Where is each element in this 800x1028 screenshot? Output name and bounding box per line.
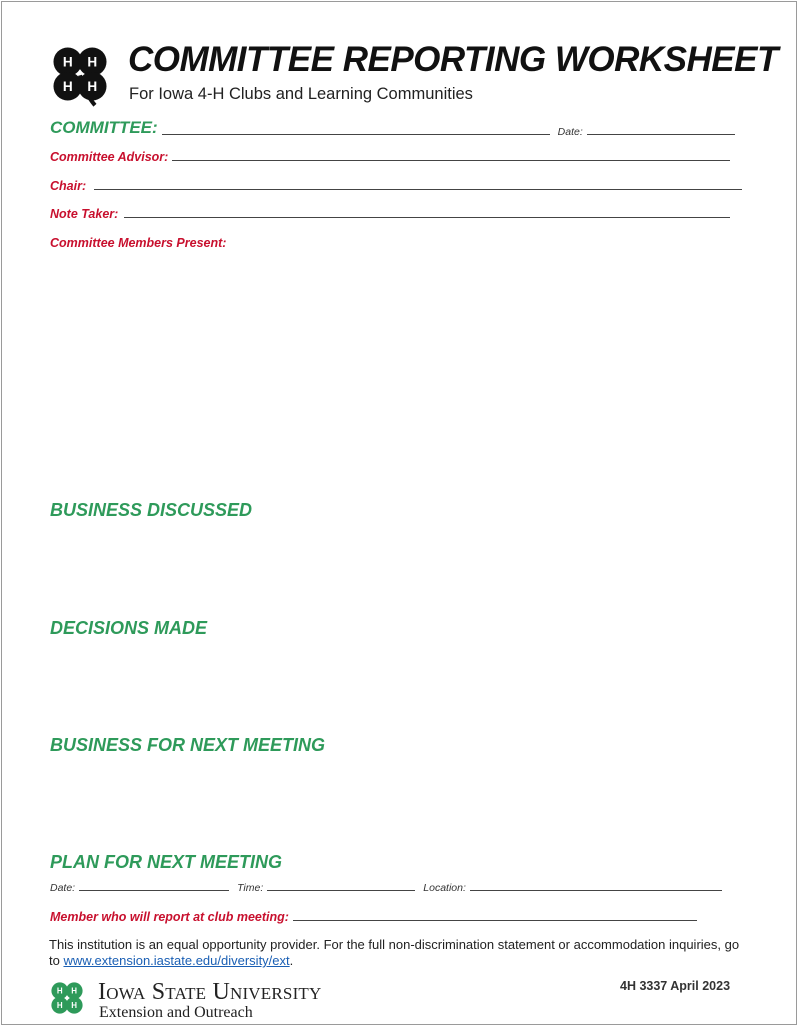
- plan-date-field[interactable]: [79, 889, 229, 891]
- plan-time-label: Time:: [237, 882, 264, 894]
- svg-text:H: H: [56, 986, 63, 996]
- plan-location-field[interactable]: [470, 889, 722, 891]
- university-name: Iowa State University: [98, 979, 322, 1005]
- committee-field[interactable]: [162, 133, 550, 135]
- plan-date-label: Date:: [50, 882, 76, 894]
- reporter-field[interactable]: [293, 919, 697, 921]
- disclaimer-end: .: [289, 953, 294, 968]
- svg-text:H: H: [56, 1001, 63, 1010]
- note-taker-label: Note Taker:: [50, 207, 119, 221]
- reporter-label: Member who will report at club meeting:: [50, 910, 289, 924]
- advisor-row: [50, 150, 730, 164]
- advisor-label: Committee Advisor:: [50, 150, 169, 164]
- members-present-row: [50, 236, 226, 250]
- committee-row: [50, 118, 735, 138]
- note-taker-row: [50, 207, 730, 221]
- plan-next-meeting-heading: PLAN FOR NEXT MEETING: [50, 852, 283, 872]
- svg-text:H: H: [87, 79, 98, 94]
- plan-row: [50, 882, 722, 894]
- committee-label: COMMITTEE:: [50, 118, 158, 137]
- disclaimer-text: This institution is an equal opportunity provider. For the full non-discrimination statement or accommodation inquiries, go to: [49, 937, 740, 968]
- reporter-row: [50, 910, 697, 924]
- plan-location-label: Location:: [423, 882, 466, 894]
- chair-label: Chair:: [50, 179, 87, 193]
- advisor-field[interactable]: [172, 159, 730, 161]
- date-field[interactable]: [587, 133, 735, 135]
- plan-time-field[interactable]: [267, 889, 415, 891]
- university-department: Extension and Outreach: [99, 1004, 253, 1021]
- business-discussed-heading: BUSINESS DISCUSSED: [50, 500, 253, 520]
- svg-text:H: H: [87, 54, 98, 70]
- four-leaf-clover-icon: [46, 40, 114, 108]
- date-label: Date:: [557, 126, 583, 138]
- svg-text:H: H: [62, 54, 73, 70]
- svg-text:H: H: [71, 986, 78, 996]
- svg-text:H: H: [71, 1001, 78, 1010]
- chair-field[interactable]: [94, 188, 742, 190]
- publication-code: 4H 3337 April 2023: [620, 979, 731, 993]
- business-next-meeting-heading: BUSINESS FOR NEXT MEETING: [50, 735, 326, 755]
- decisions-made-heading: DECISIONS MADE: [50, 618, 208, 638]
- chair-row: [50, 179, 742, 193]
- note-taker-field[interactable]: [124, 216, 730, 218]
- disclaimer: [49, 937, 749, 969]
- members-present-label: Committee Members Present:: [50, 236, 227, 250]
- page-title: COMMITTEE REPORTING WORKSHEET: [128, 40, 778, 79]
- page-subtitle: For Iowa 4-H Clubs and Learning Communities: [129, 85, 473, 103]
- diversity-link[interactable]: www.extension.iastate.edu/diversity/ext: [63, 953, 290, 968]
- svg-text:H: H: [62, 79, 73, 94]
- green-clover-icon: [47, 978, 87, 1018]
